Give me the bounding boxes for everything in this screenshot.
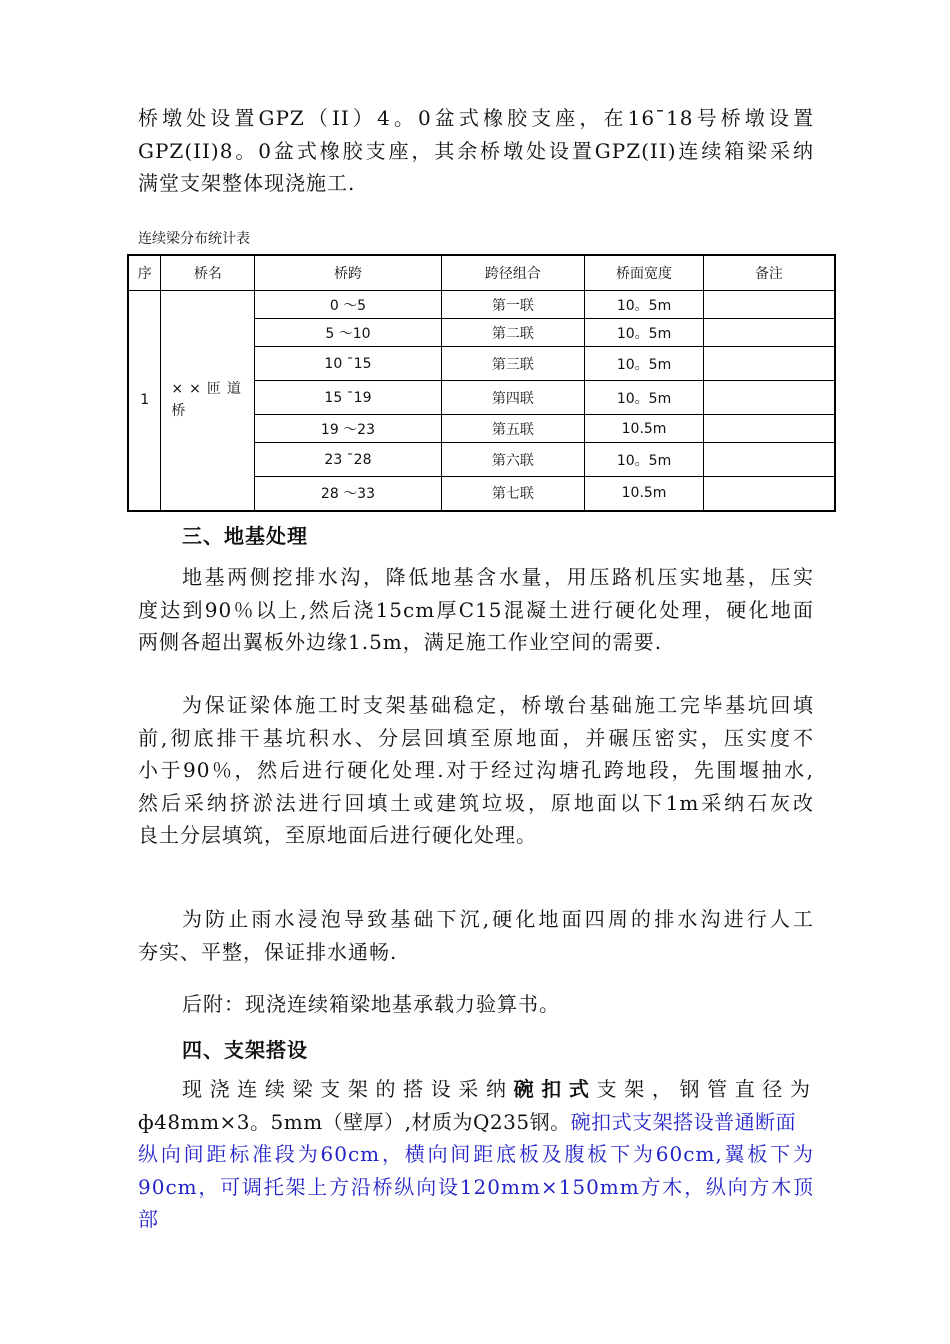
cell-span: 10 ¯15 <box>255 347 441 381</box>
header-bridge-name: 桥名 <box>161 255 255 291</box>
section3-paragraph-4 <box>138 988 814 1021</box>
s3p2-line-4: 然后采纳挤淤法进行回填土或建筑垃圾，原地面以下1m采纳石灰改 <box>138 790 814 815</box>
intro-paragraph <box>138 102 814 200</box>
cell-note <box>703 381 835 415</box>
intro-line-1: 桥墩处设置GPZ（II）4。0盆式橡胶支座，在16¯18号桥墩设置 <box>138 106 814 130</box>
cell-combo: 第三联 <box>441 347 585 381</box>
cell-span: 0 ～5 <box>255 291 441 319</box>
table-row <box>128 291 835 319</box>
s4-line-1-post: 支架，钢管直径为 <box>596 1077 815 1101</box>
cell-seq: 1 <box>128 291 161 511</box>
distribution-table <box>127 254 836 512</box>
cell-span: 15 ¯19 <box>255 381 441 415</box>
cell-combo: 第五联 <box>441 415 585 443</box>
s4-line-1-bold: 碗扣式 <box>513 1077 597 1101</box>
s3p2-line-2: 前,彻底排干基坑积水、分层回填至原地面，并碾压密实，压实度不 <box>138 725 814 750</box>
s3p1-line-1: 地基两侧挖排水沟，降低地基含水量，用压路机压实地基，压实 <box>182 565 814 589</box>
section4-heading: 四、支架搭设 <box>182 1038 308 1062</box>
section4-paragraph <box>138 1073 814 1236</box>
s3p2-line-1: 为保证梁体施工时支架基础稳定，桥墩台基础施工完毕基坑回填 <box>182 693 814 717</box>
table-caption: 连续梁分布统计表 <box>138 231 250 247</box>
cell-note <box>703 477 835 511</box>
section3-paragraph-2 <box>138 689 814 852</box>
s4-line-1 <box>138 1073 814 1106</box>
cell-note <box>703 291 835 319</box>
table-header-row <box>128 255 835 291</box>
s3p1-line-2: 度达到90％以上,然后浇15cm厚C15混凝土进行硬化处理，硬化地面 <box>138 597 814 622</box>
cell-span: 23 ¯28 <box>255 443 441 477</box>
intro-line-2: GPZ(II)8。0盆式橡胶支座，其余桥墩处设置GPZ(II)连续箱梁采纳 <box>138 138 814 163</box>
header-seq: 序 <box>128 255 161 291</box>
s4-line-2 <box>138 1106 814 1139</box>
s3p3-line-1: 为防止雨水浸泡导致基础下沉,硬化地面四周的排水沟进行人工 <box>182 907 814 931</box>
section3-paragraph-3 <box>138 903 814 968</box>
cell-combo: 第一联 <box>441 291 585 319</box>
cell-width: 10。5m <box>585 443 704 477</box>
s4-line-2-blue: 碗扣式支架搭设普通断面 <box>570 1109 797 1134</box>
cell-width: 10。5m <box>585 291 704 319</box>
cell-width: 10.5m <box>585 415 704 443</box>
s4-line-4: 90cm，可调托架上方沿桥纵向设120mm×150mm方木，纵向方木顶部 <box>138 1174 814 1231</box>
header-deck-width: 桥面宽度 <box>585 255 704 291</box>
s3p4-line-1: 后附：现浇连续箱梁地基承载力验算书。 <box>182 992 560 1016</box>
cell-width: 10。5m <box>585 347 704 381</box>
header-note: 备注 <box>703 255 835 291</box>
cell-bridge-name: ××匝道桥 <box>161 291 255 511</box>
cell-note <box>703 319 835 347</box>
s3p2-line-3: 小于90％，然后进行硬化处理.对于经过沟塘孔跨地段，先围堰抽水, <box>138 758 814 782</box>
s3p2-line-5: 良土分层填筑，至原地面后进行硬化处理。 <box>138 823 537 847</box>
cell-width: 10。5m <box>585 381 704 415</box>
cell-span: 5 ～10 <box>255 319 441 347</box>
cell-width: 10.5m <box>585 477 704 511</box>
s4-line-3: 纵向间距标准段为60cm，横向间距底板及腹板下为60cm,翼板下为 <box>138 1142 814 1166</box>
cell-span: 19 ～23 <box>255 415 441 443</box>
header-span-combo: 跨径组合 <box>441 255 585 291</box>
s3p1-line-3: 两侧各超出翼板外边缘1.5m，满足施工作业空间的需要. <box>138 630 663 654</box>
cell-combo: 第四联 <box>441 381 585 415</box>
cell-combo: 第七联 <box>441 477 585 511</box>
section3-paragraph-1 <box>138 561 814 659</box>
s4-line-1-pre: 现浇连续梁支架的搭设采纳 <box>182 1077 514 1101</box>
intro-line-3: 满堂支架整体现浇施工. <box>138 171 356 195</box>
cell-width: 10。5m <box>585 319 704 347</box>
cell-note <box>703 443 835 477</box>
cell-combo: 第六联 <box>441 443 585 477</box>
section3-heading: 三、地基处理 <box>182 524 308 548</box>
header-span: 桥跨 <box>255 255 441 291</box>
cell-span: 28 ～33 <box>255 477 441 511</box>
s3p3-line-2: 夯实、平整，保证排水通畅. <box>138 939 398 964</box>
cell-note <box>703 347 835 381</box>
cell-combo: 第二联 <box>441 319 585 347</box>
cell-note <box>703 415 835 443</box>
s4-line-2-black: ф48mm×3。5mm（壁厚）,材质为Q235钢。 <box>138 1109 571 1134</box>
